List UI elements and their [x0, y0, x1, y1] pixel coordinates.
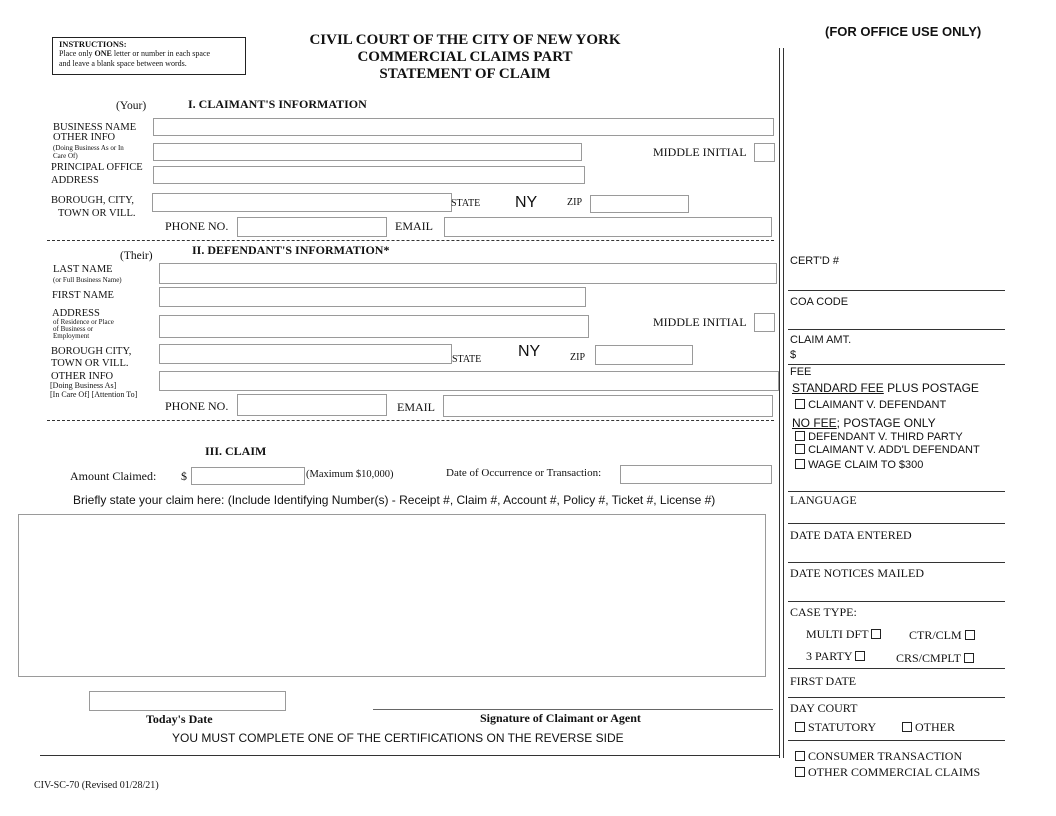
claim-description-textarea[interactable]: [18, 514, 766, 677]
your-label: (Your): [116, 100, 147, 112]
maximum-note: (Maximum $10,000): [306, 469, 394, 480]
claimant-other-info-input[interactable]: [153, 143, 582, 161]
todays-date-label: Today's Date: [146, 712, 213, 726]
claimant-middle-initial-label: MIDDLE INITIAL: [653, 145, 747, 159]
checkbox[interactable]: [795, 751, 805, 761]
section-divider-1: [47, 240, 774, 241]
checkbox[interactable]: [795, 444, 805, 454]
checkbox[interactable]: [871, 629, 881, 639]
date-data-entered-label: DATE DATA ENTERED: [790, 528, 912, 542]
notices-line: [788, 601, 1005, 602]
defendant-address-input[interactable]: [159, 315, 589, 338]
claimant-v-addl-defendant-option[interactable]: CLAIMANT V. ADD'L DEFENDANT: [795, 444, 980, 456]
defendant-phone-label: PHONE NO.: [165, 399, 229, 413]
claimant-email-input[interactable]: [444, 217, 772, 237]
certd-line: [788, 290, 1005, 291]
form-title: [250, 32, 680, 83]
multi-dft-option[interactable]: MULTI DFT: [806, 627, 881, 642]
other-info-label: OTHER INFO: [53, 132, 116, 143]
defendant-town-label: TOWN OR VILL.: [51, 358, 129, 369]
defendant-heading: II. DEFENDANT'S INFORMATION*: [192, 243, 390, 257]
checkbox[interactable]: [902, 722, 912, 732]
day-court-line: [788, 740, 1005, 741]
claim-instructions: Briefly state your claim here: (Include Identifying Number(s) - Receipt #, Claim #, Account #, Policy #, Ticket #, License #): [73, 493, 716, 507]
instructions-title: INSTRUCTIONS:: [59, 39, 127, 49]
checkbox[interactable]: [795, 431, 805, 441]
claimant-borough-label: BOROUGH, CITY,: [51, 195, 134, 206]
claimant-zip-input[interactable]: [590, 195, 689, 213]
date-occurrence-label: Date of Occurrence or Transaction:: [446, 467, 602, 479]
signature-line: [373, 709, 773, 710]
defendant-address-label: ADDRESS: [52, 308, 100, 319]
other-option[interactable]: OTHER: [902, 720, 955, 735]
claimant-state-label: STATE: [451, 198, 481, 209]
certd-label: CERT'D #: [790, 255, 839, 267]
business-name-label: BUSINESS NAME: [53, 122, 137, 133]
part-name: COMMERCIAL CLAIMS PART: [357, 49, 573, 65]
defendant-v-third-party-option[interactable]: DEFENDANT V. THIRD PARTY: [795, 431, 963, 443]
main-divider-right: [783, 48, 784, 758]
crs-cmplt-option[interactable]: CRS/CMPLT: [896, 651, 974, 666]
fee-line: [788, 491, 1005, 492]
signature-label: Signature of Claimant or Agent: [480, 711, 641, 725]
defendant-last-name-input[interactable]: [159, 263, 777, 284]
defendant-other-info-sub1: [Doing Business As]: [50, 381, 117, 390]
court-name: CIVIL COURT OF THE CITY OF NEW YORK: [309, 32, 621, 48]
statement-title: STATEMENT OF CLAIM: [379, 66, 551, 82]
checkbox[interactable]: [795, 459, 805, 469]
date-notices-mailed-label: DATE NOTICES MAILED: [790, 566, 924, 580]
defendant-state-value: NY: [518, 343, 541, 360]
claim-amt-dollar: $: [790, 349, 797, 361]
three-party-option[interactable]: 3 PARTY: [806, 649, 865, 664]
defendant-city-input[interactable]: [159, 344, 452, 364]
claimant-email-label: EMAIL: [395, 219, 433, 233]
ctr-clm-option[interactable]: CTR/CLM: [909, 628, 975, 643]
defendant-other-info-sub2: [In Care Of] [Attention To]: [50, 390, 138, 399]
defendant-zip-label: ZIP: [570, 352, 585, 363]
other-commercial-option[interactable]: OTHER COMMERCIAL CLAIMS: [795, 765, 980, 780]
instructions-box: [52, 37, 246, 75]
defendant-borough-label: BOROUGH CITY,: [51, 346, 132, 357]
defendant-middle-initial-label: MIDDLE INITIAL: [653, 315, 747, 329]
claimant-address-input[interactable]: [153, 166, 585, 184]
claimant-heading: I. CLAIMANT'S INFORMATION: [188, 97, 367, 111]
bottom-rule: [40, 755, 779, 756]
office-use-label: (FOR OFFICE USE ONLY): [825, 24, 982, 39]
main-divider-left: [779, 48, 780, 758]
checkbox[interactable]: [855, 651, 865, 661]
language-label: LANGUAGE: [790, 493, 857, 507]
claimant-middle-initial-input[interactable]: [754, 143, 775, 162]
standard-fee-row: STANDARD FEE PLUS POSTAGE: [792, 381, 979, 395]
claim-amt-label: CLAIM AMT.: [790, 334, 852, 346]
defendant-other-info-label: OTHER INFO: [51, 371, 114, 382]
last-name-sub: (or Full Business Name): [53, 276, 122, 284]
checkbox[interactable]: [964, 653, 974, 663]
first-date-label: FIRST DATE: [790, 674, 857, 688]
checkbox[interactable]: [795, 722, 805, 732]
form-id: CIV-SC-70 (Revised 01/28/21): [34, 780, 159, 791]
first-date-line: [788, 697, 1005, 698]
instructions-line2: and leave a blank space between words.: [59, 59, 187, 68]
claimant-v-defendant-option[interactable]: CLAIMANT V. DEFENDANT: [795, 399, 946, 411]
defendant-middle-initial-input[interactable]: [754, 313, 775, 332]
defendant-zip-input[interactable]: [595, 345, 693, 365]
claimant-phone-label: PHONE NO.: [165, 219, 229, 233]
defendant-address-sub3: Employment: [53, 332, 90, 340]
claim-heading: III. CLAIM: [205, 444, 267, 458]
claimant-business-name-input[interactable]: [153, 118, 774, 136]
claimant-city-input[interactable]: [152, 193, 452, 212]
statutory-option[interactable]: STATUTORY: [795, 720, 876, 735]
claimant-zip-label: ZIP: [567, 197, 582, 208]
principal-office-label: PRINCIPAL OFFICE: [51, 162, 143, 173]
claimant-phone-input[interactable]: [237, 217, 387, 237]
defendant-email-label: EMAIL: [397, 400, 435, 414]
checkbox[interactable]: [795, 767, 805, 777]
defendant-address-sub1: of Residence or Place: [53, 318, 114, 326]
checkbox[interactable]: [795, 399, 805, 409]
section-divider-2: [47, 420, 774, 421]
wage-claim-option[interactable]: WAGE CLAIM TO $300: [795, 459, 923, 471]
defendant-address-sub2: of Business or: [53, 325, 94, 333]
amount-claimed-input[interactable]: [191, 467, 305, 485]
other-info-sub1: (Doing Business As or In: [53, 144, 124, 152]
day-court-label: DAY COURT: [790, 701, 858, 715]
claimant-state-value: NY: [515, 194, 538, 211]
other-info-sub2: Care Of): [53, 152, 78, 160]
case-type-line: [788, 668, 1005, 669]
defendant-phone-input[interactable]: [237, 394, 387, 416]
case-type-label: CASE TYPE:: [790, 605, 857, 619]
certification-notice: YOU MUST COMPLETE ONE OF THE CERTIFICATIONS ON THE REVERSE SIDE: [172, 731, 624, 745]
claimant-town-label: TOWN OR VILL.: [58, 208, 136, 219]
date-occurrence-input[interactable]: [620, 465, 772, 484]
amount-claimed-label: Amount Claimed:: [70, 469, 157, 483]
checkbox[interactable]: [965, 630, 975, 640]
no-fee-row: NO FEE; POSTAGE ONLY: [792, 416, 936, 430]
their-label: (Their): [120, 250, 153, 262]
date-entered-line: [788, 562, 1005, 563]
amount-dollar-sign: $: [181, 469, 187, 483]
language-line: [788, 523, 1005, 524]
claim-amt-line: [788, 364, 1005, 365]
defendant-other-info-input[interactable]: [159, 371, 779, 391]
defendant-email-input[interactable]: [443, 395, 773, 417]
defendant-state-label: STATE: [452, 354, 482, 365]
consumer-transaction-option[interactable]: CONSUMER TRANSACTION: [795, 749, 962, 764]
first-name-label: FIRST NAME: [52, 290, 114, 301]
coa-code-label: COA CODE: [790, 296, 849, 308]
last-name-label: LAST NAME: [53, 264, 113, 275]
principal-address-label: ADDRESS: [51, 175, 99, 186]
fee-label: FEE: [790, 366, 812, 378]
defendant-first-name-input[interactable]: [159, 287, 586, 307]
todays-date-input[interactable]: [89, 691, 286, 711]
coa-line: [788, 329, 1005, 330]
instructions-line1: Place only ONE letter or number in each space: [59, 49, 211, 58]
